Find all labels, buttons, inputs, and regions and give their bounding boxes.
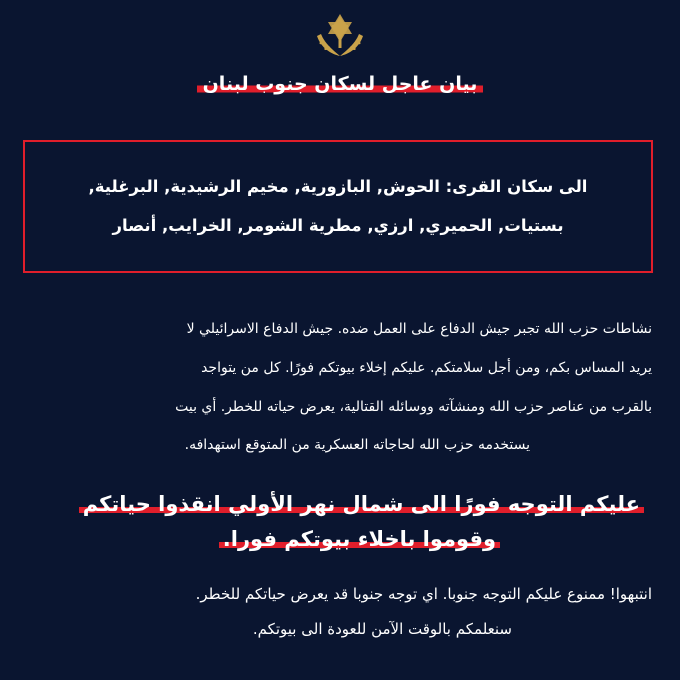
- urgent-line-1: [79, 492, 644, 517]
- idf-emblem-icon: [313, 14, 367, 60]
- villages-line-1: الى سكان القرى: الحوش, البازورية, مخيم الرشيدية, البرغلية,: [88, 177, 588, 196]
- villages-box: [23, 140, 653, 273]
- page-title: بيان عاجل لسكان جنوب لبنان: [197, 72, 484, 95]
- warning-line-1: انتبهوا! ممنوع عليكم التوجه جنوبا. اي توجه جنوبا قد يعرض حياتكم للخطر.: [195, 585, 652, 603]
- urgent-text-1: عليكم التوجه فورًا الى شمال نهر الأولي انقذوا حياتكم: [79, 492, 644, 516]
- headline-container: [0, 72, 680, 95]
- body-line-1: نشاطات حزب الله تجبر جيش الدفاع على العمل ضده. جيش الدفاع الاسرائيلي لا: [186, 321, 652, 337]
- body-line-4: يستخدمه حزب الله لحاجاته العسكرية من المتوقع استهدافه.: [184, 437, 530, 453]
- urgent-text-2: وقوموا باخلاء بيوتكم فورا.: [219, 527, 500, 551]
- warning-line-2: سنعلمكم بالوقت الآمن للعودة الى بيوتكم.: [252, 620, 512, 638]
- urgent-line-2: [219, 527, 500, 552]
- body-line-3: بالقرب من عناصر حزب الله ومنشآته ووسائله القتالية، يعرض حياته للخطر. أي بيت: [175, 399, 652, 415]
- body-line-2: يريد المساس بكم، ومن أجل سلامتكم. عليكم إخلاء بيوتكم فورًا. كل من يتواجد: [201, 360, 652, 376]
- villages-line-2: بستيات, الحميري, ارزي, مطرية الشومر, الخرايب, أنصار: [112, 216, 564, 235]
